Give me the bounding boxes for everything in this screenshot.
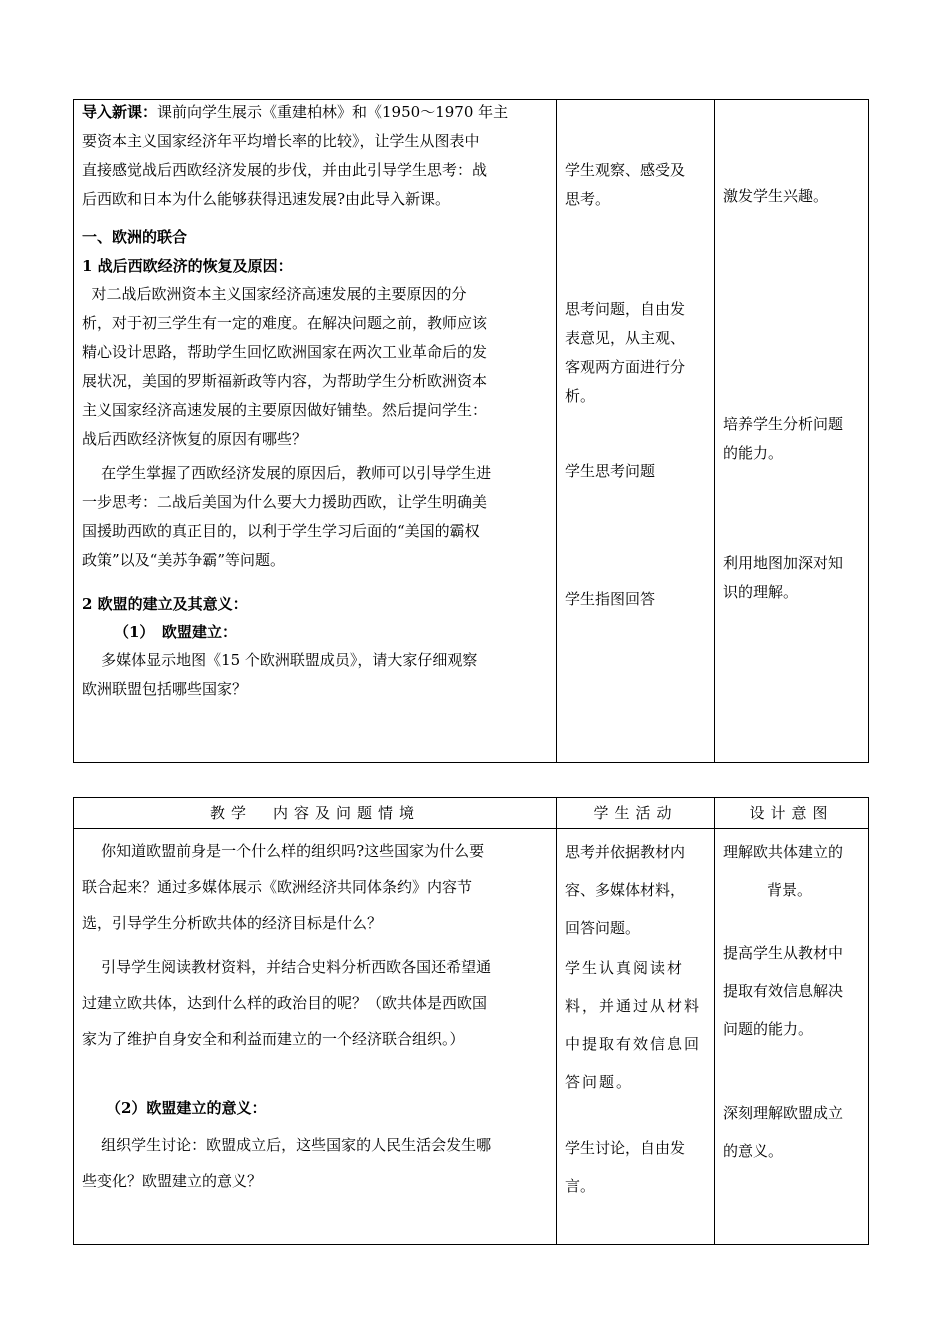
- intent-extract-info: 提高学生从教材中 提取有效信息解决 问题的能力。: [723, 944, 844, 1038]
- political-goal-paragraph: 引导学生阅读教材资料，并结合史料分析西欧各国还希望通 过建立欧共体，达到什么样的政治目的呢？（欧共体是西欧国 家为了维护自身安全和利益而建立的一个经济联合组织。）: [82, 958, 492, 1048]
- activity-map: 学生指图回答: [565, 590, 656, 608]
- intent-interest: 激发学生兴趣。: [723, 187, 829, 205]
- content-column: [74, 829, 557, 1244]
- us-aid-paragraph: 在学生掌握了西欧经济发展的原因后，教师可以引导学生进 一步思考：二战后美国为什么要大力援助西欧，让学生明确美 国援助西欧的真正目的，以利于学生学习后面的“美国的霸权 政策”以及“美苏争霸”等问题。: [82, 464, 492, 569]
- intro-label: 导入新课：: [82, 103, 158, 121]
- activity-discuss: 思考问题，自由发 表意见，从主观、 客观两方面进行分 析。: [565, 300, 686, 405]
- lesson-table-2: [73, 797, 869, 1245]
- intro-paragraph: 导入新课：课前向学生展示《重建柏林》和《1950～1970 年主 要资本主义国家经济年平均增长率的比较》，让学生从图表中 直接感觉战后西欧经济发展的步伐，并由此引导学生思考：战 后西欧和日本为什么能够获得迅速发展?由此导入新课。: [82, 103, 509, 208]
- student-activity-column: [557, 829, 715, 1244]
- map-paragraph: 多媒体显示地图《15 个欧洲联盟成员》，请大家仔细观察 欧洲联盟包括哪些国家？: [82, 651, 478, 698]
- header-content: 教学 内容及问题情境: [74, 798, 557, 828]
- activity-think: 学生思考问题: [565, 462, 656, 480]
- ec-paragraph: 你知道欧盟前身是一个什么样的组织吗?这些国家为什么要 联合起来？通过多媒体展示《欧洲经济共同体条约》内容节 选，引导学生分析欧共体的经济目标是什么？: [82, 842, 485, 932]
- activity-observe: 学生观察、感受及 思考。: [565, 161, 686, 208]
- design-intent-column: [715, 100, 868, 762]
- header-activity: 学生活动: [557, 798, 715, 828]
- activity-discussion: 学生讨论，自由发 言。: [565, 1139, 686, 1195]
- activity-read: 学生认真阅读材 料，并通过从材料 中提取有效信息回 答问题。: [565, 959, 702, 1091]
- intent-map: 利用地图加深对知 识的理解。: [723, 554, 844, 601]
- design-intent-column: [715, 829, 868, 1244]
- recovery-paragraph: 对二战后欧洲资本主义国家经济高速发展的主要原因的分 析，对于初三学生有一定的难度。在解决问题之前，教师应该 精心设计思路，帮助学生回忆欧洲国家在两次工业革命后的发 展状况，美国的罗斯福新政等内容，为帮助学生分析欧洲资本 主义国家经济高速发展的主要原因做好铺垫。然后提问学生： 战后西欧经济恢复的原因有哪些？: [82, 285, 488, 448]
- intent-significance: 深刻理解欧盟成立 的意义。: [723, 1104, 844, 1160]
- table-header-row: [74, 798, 868, 829]
- header-intent: 设计意图: [749, 804, 834, 822]
- eu-heading: 2 欧盟的建立及其意义：: [82, 595, 248, 613]
- section-heading: 一、欧洲的联合: [82, 228, 188, 246]
- intent-analysis: 培养学生分析问题 的能力。: [723, 415, 844, 462]
- lesson-table-1: [73, 99, 869, 763]
- discussion-paragraph: 组织学生讨论：欧盟成立后，这些国家的人民生活会发生哪 些变化？欧盟建立的意义？: [82, 1136, 492, 1190]
- intent-background: 理解欧共体建立的 背景。: [723, 843, 844, 899]
- student-activity-column: [557, 100, 715, 762]
- eu-significance-heading: （2）欧盟建立的意义：: [106, 1099, 267, 1117]
- eu-founding-heading: （1） 欧盟建立：: [114, 623, 237, 641]
- activity-answer: 思考并依据教材内 容、多媒体材料， 回答问题。: [565, 843, 686, 937]
- content-column: [74, 100, 557, 762]
- subsection-heading: 1 战后西欧经济的恢复及原因：: [82, 257, 293, 275]
